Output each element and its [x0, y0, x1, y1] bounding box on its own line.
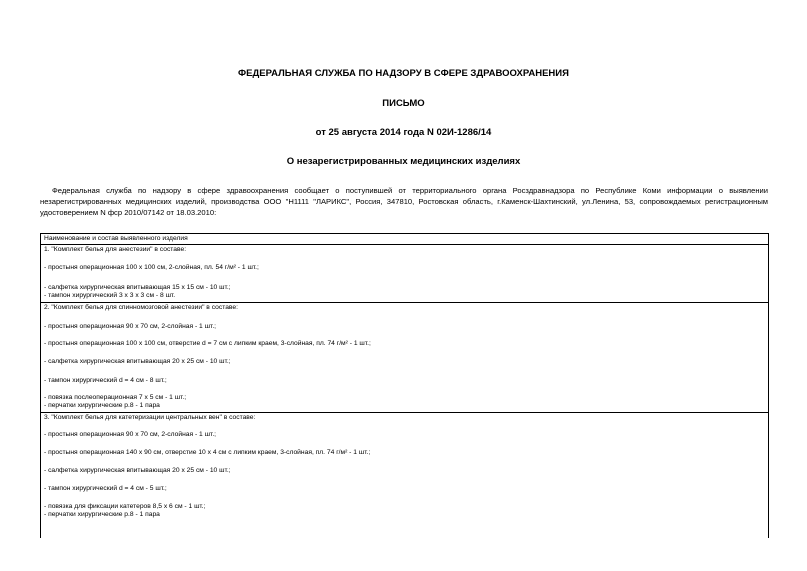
table-row — [41, 413, 768, 538]
list-item: - тампон хирургический d = 4 см - 5 шт.; — [44, 485, 167, 492]
list-item: - перчатки хирургические р.8 - 1 пара — [44, 402, 160, 409]
list-item: 3. "Комплект белья для катетеризации центральных вен" в составе: — [44, 414, 256, 421]
list-item: - повязка послеоперационная 7 x 5 см - 1 шт.; — [44, 394, 187, 401]
document-subject: О незарегистрированных медицинских изделиях — [286, 156, 521, 167]
list-item: - простыня операционная 100 x 100 см, отверстие d = 7 см с липким краем, 3-слойная, пл. 74 г/м² - 1 шт.; — [44, 340, 371, 347]
document-type: ПИСЬМО — [382, 98, 425, 109]
list-item: - простыня операционная 100 x 100 см, 2-слойная, пл. 54 г/м² - 1 шт.; — [44, 264, 259, 271]
list-item: - повязка для фиксации катетеров 8,5 x 6 см - 1 шт.; — [44, 503, 206, 510]
agency-title: ФЕДЕРАЛЬНАЯ СЛУЖБА ПО НАДЗОРУ В СФЕРЕ ЗДРАВООХРАНЕНИЯ — [238, 68, 569, 79]
table-row — [41, 303, 768, 413]
list-item: - простыня операционная 90 x 70 см, 2-слойная - 1 шт.; — [44, 323, 217, 330]
table-row — [41, 245, 768, 303]
document-date-number: от 25 августа 2014 года N 02И-1286/14 — [315, 127, 492, 138]
table-header: Наименование и состав выявленного изделия — [41, 234, 768, 245]
list-item: - перчатки хирургические р.8 - 1 пара — [44, 511, 160, 518]
list-item: 2. "Комплект белья для спинномозговой анестезии" в составе: — [44, 304, 238, 311]
items-table — [40, 233, 769, 538]
body-paragraph: Федеральная служба по надзору в сфере здравоохранения сообщает о поступившей от территориального органа Росздравнадзора по Республике Коми информации о выявлении незарегистрированных медицинских изделий, производства ООО "Н1111 "ЛАРИКС", Россия, 347810, Ростовская область, г.Каменск-Шахтинский, ул.Ленина, 53, сопровождаемых регистрационным удостоверением N фср 2010/07142 от 18.03.2010: — [40, 186, 768, 218]
list-item: - тампон хирургический d = 4 см - 8 шт.; — [44, 377, 167, 384]
list-item: - салфетка хирургическая впитывающая 15 x 15 см - 10 шт.; — [44, 284, 231, 291]
list-item: 1. "Комплект белья для анестезии" в составе: — [44, 246, 187, 253]
list-item: - простыня операционная 140 x 90 см, отверстие 10 x 4 см с липким краем, 3-слойная, пл. 74 г/м² - 1 шт.; — [44, 449, 371, 456]
list-item: - салфетка хирургическая впитывающая 20 x 25 см - 10 шт.; — [44, 358, 231, 365]
list-item: - тампон хирургический 3 x 3 x 3 см - 8 шт. — [44, 292, 176, 299]
list-item: - простыня операционная 90 x 70 см, 2-слойная - 1 шт.; — [44, 431, 217, 438]
list-item: - салфетка хирургическая впитывающая 20 x 25 см - 10 шт.; — [44, 467, 231, 474]
